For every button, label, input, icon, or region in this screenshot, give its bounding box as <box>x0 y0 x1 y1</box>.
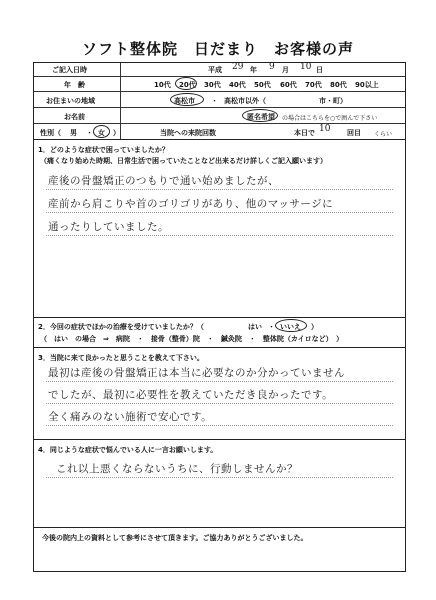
q1-subtext: （痛くなり始めた時期、日常生活で困っていたことなど出来るだけ詳しくご記入願います） <box>40 157 327 165</box>
name-label: お名前 <box>64 113 85 121</box>
age-60s: 60代 <box>280 81 297 89</box>
gender-label: 性別（ <box>40 129 61 137</box>
q3-question: 3．当院に来て良かったと思うことを教えて下さい。 <box>38 354 204 362</box>
age-10s: 10代 <box>154 81 171 89</box>
month-value: 9 <box>269 62 275 72</box>
area-takamatsu: 高松市 <box>174 97 195 105</box>
age-80s: 80代 <box>330 81 347 89</box>
q3-answer-line: でしたが、最初に必要性を教えていただき良かったです。 <box>48 389 334 401</box>
anonymous-circle <box>242 109 278 122</box>
gender-close: ） <box>113 129 120 137</box>
q1-answer-line: 通ったりしていました。 <box>48 221 169 233</box>
q3-answer-line: 全く痛みのない施術で安心です。 <box>48 411 213 423</box>
q1-question: 1．どのような症状で困っていましたか？ <box>38 146 169 154</box>
day-unit: 日 <box>316 66 323 74</box>
gender-separator: ・ <box>86 129 93 137</box>
area-selected-circle <box>170 93 204 106</box>
q2-yes: はい <box>248 323 262 331</box>
month-unit: 月 <box>282 66 289 74</box>
gender-selected-circle <box>93 125 110 138</box>
q1-answer-line: 産前から肩こりや首のゴリゴリがあり、他のマッサージに <box>48 198 334 210</box>
footer-note: 今後の院内上の資料として参考にさせて頂きます。ご協力ありがとうございました。 <box>42 534 308 542</box>
age-40s: 40代 <box>229 81 246 89</box>
visit-unit: 回目 <box>347 129 361 137</box>
area-label: お住まいの地域 <box>46 97 95 105</box>
age-70s: 70代 <box>305 81 322 89</box>
anonymous-label: 匿名希望 <box>247 113 275 121</box>
visits-label: 当院への来院回数 <box>160 129 216 137</box>
q2-separator: ・ <box>268 323 275 331</box>
era: 平成 <box>208 66 222 74</box>
age-50s: 50代 <box>254 81 271 89</box>
q2-subtext: （ はい の場合 ⇒ 病院 ・ 接骨（整骨）院 ・ 鍼灸院 ・ 整体院（カイロなど） ） <box>40 335 344 343</box>
age-selected-circle <box>175 77 197 90</box>
day-value: 10 <box>300 62 312 72</box>
q4-question: 4．同じような症状で悩んでいる人に一言お願いします。 <box>38 446 218 454</box>
area-other: 高松市以外（ <box>224 97 266 105</box>
area-separator: ・ <box>211 97 218 105</box>
q1-answer-line: 産後の骨盤矯正のつもりで通い始めましたが、 <box>48 175 279 187</box>
age-30s: 30代 <box>204 81 221 89</box>
gender-male: 男 <box>70 129 77 137</box>
q2-selected-circle <box>275 319 307 332</box>
age-label: 年 齢 <box>64 81 85 89</box>
today-label: 本日で <box>294 129 315 137</box>
q2-close: ） <box>311 323 318 331</box>
age-90plus: 90以上 <box>355 81 379 89</box>
page-title: ソフト整体院 日だまり お客様の声 <box>81 40 354 58</box>
year-unit: 年 <box>250 66 257 74</box>
q4-answer-line: これ以上悪くならないうちに、行動しませんか？ <box>56 463 298 475</box>
q2-question: 2．今回の症状でほかの治療を受けていましたか？（ <box>38 323 204 331</box>
q2-no: いいえ <box>280 323 301 331</box>
area-city: 市・町） <box>319 97 347 105</box>
visit-count: 10 <box>319 124 331 134</box>
entry-date-label: ご記入日時 <box>52 66 87 74</box>
age-20s: 20代 <box>179 81 196 89</box>
anonymous-note: の場合はこちらを○で囲んで下さい <box>282 115 378 122</box>
survey-form <box>33 62 406 572</box>
visit-suffix: くらい <box>374 131 393 138</box>
year-value: 29 <box>232 62 244 72</box>
gender-female: 女 <box>98 129 105 137</box>
q3-answer-line: 最初は産後の骨盤矯正は本当に必要なのか分かっていません <box>48 367 345 379</box>
